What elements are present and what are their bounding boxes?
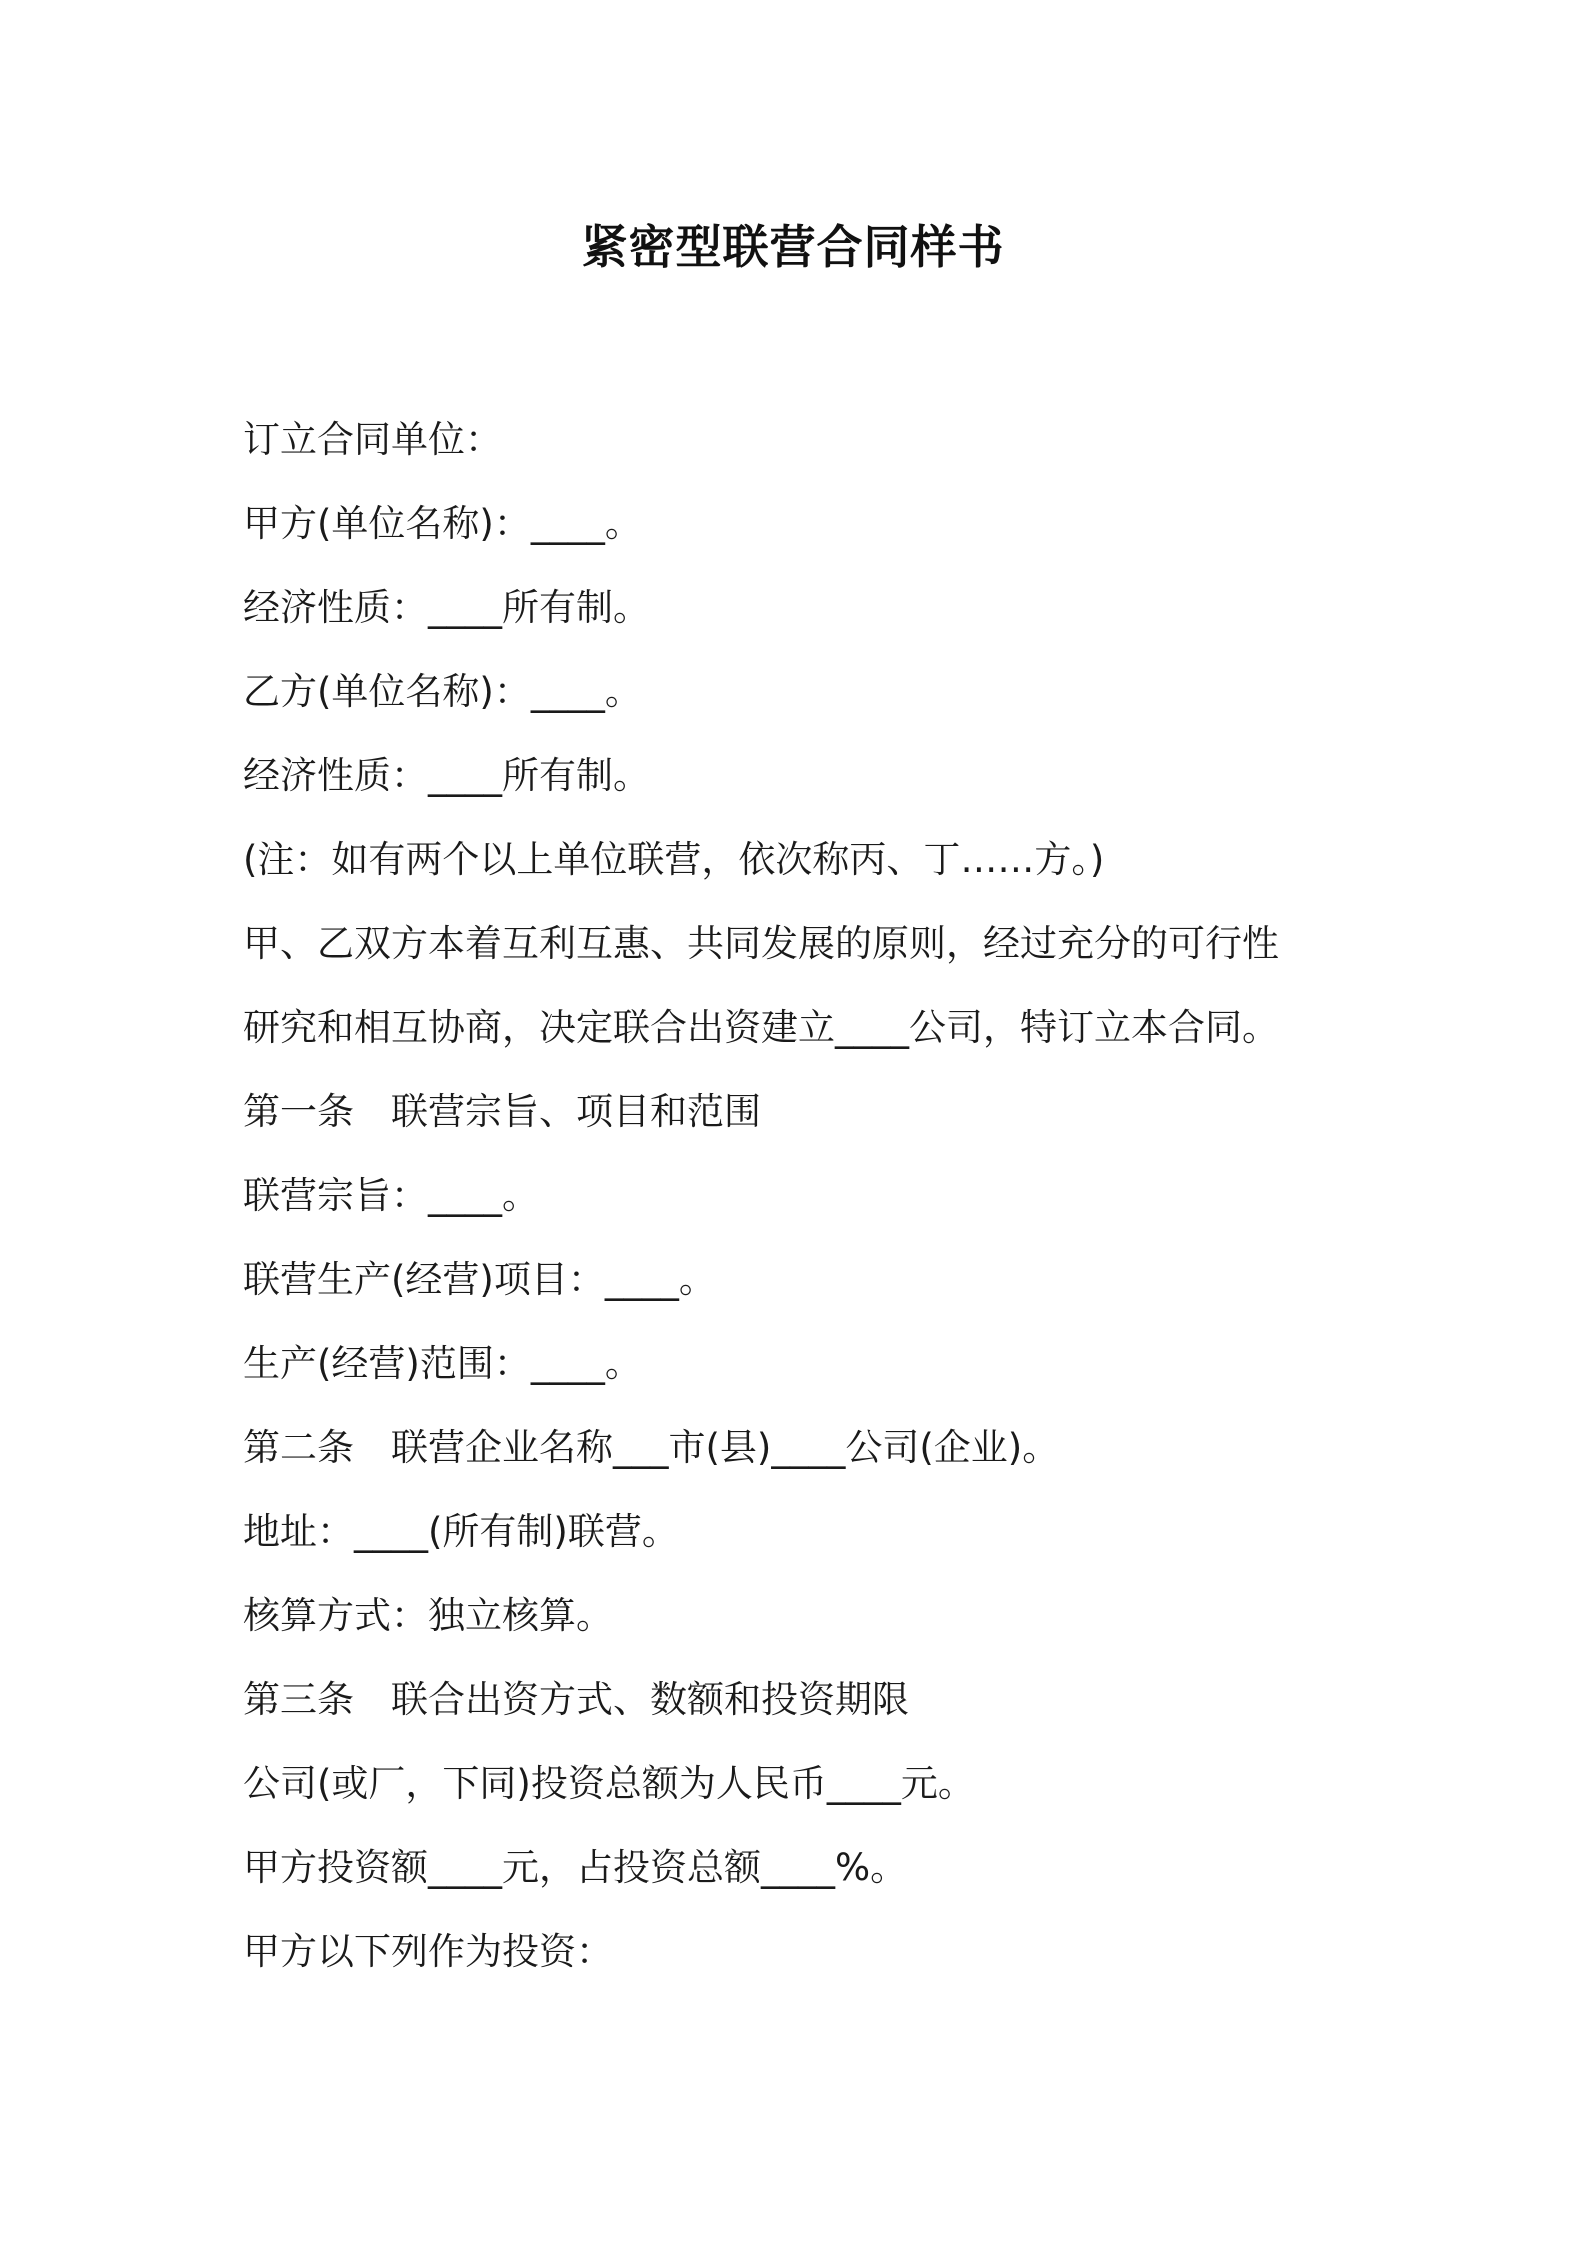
party-b-ownership-line: 经济性质：____所有制。 <box>243 754 650 797</box>
document-body <box>243 398 1443 1994</box>
accounting-line: 核算方式：独立核算。 <box>243 1594 613 1637</box>
party-a-investment-items-line: 甲方以下列作为投资： <box>243 1930 613 1973</box>
project-line: 联营生产(经营)项目：____。 <box>243 1258 716 1301</box>
party-b-name-line: 乙方(单位名称)：____。 <box>243 670 642 713</box>
address-line: 地址：____(所有制)联营。 <box>243 1510 679 1553</box>
note-line: (注：如有两个以上单位联营，依次称丙、丁……方。) <box>243 838 1105 881</box>
article-3-heading: 第三条 联合出资方式、数额和投资期限 <box>243 1678 909 1721</box>
article-1-heading: 第一条 联营宗旨、项目和范围 <box>243 1090 761 1133</box>
scope-line: 生产(经营)范围：____。 <box>243 1342 642 1385</box>
purpose-line: 联营宗旨：____。 <box>243 1174 539 1217</box>
total-investment-line: 公司(或厂，下同)投资总额为人民币____元。 <box>243 1762 975 1805</box>
preamble-line-2: 研究和相互协商，决定联合出资建立____公司，特订立本合同。 <box>243 1006 1279 1049</box>
party-a-investment-line: 甲方投资额____元，占投资总额____%。 <box>243 1846 908 1889</box>
contract-parties-heading: 订立合同单位： <box>243 418 502 461</box>
document-title: 紧密型联营合同样书 <box>581 220 1005 274</box>
preamble-line-1: 甲、乙双方本着互利互惠、共同发展的原则，经过充分的可行性 <box>243 922 1279 965</box>
party-a-name-line: 甲方(单位名称)：____。 <box>243 502 642 545</box>
article-2-heading: 第二条 联营企业名称___市(县)____公司(企业)。 <box>243 1426 1060 1469</box>
party-a-ownership-line: 经济性质：____所有制。 <box>243 586 650 629</box>
